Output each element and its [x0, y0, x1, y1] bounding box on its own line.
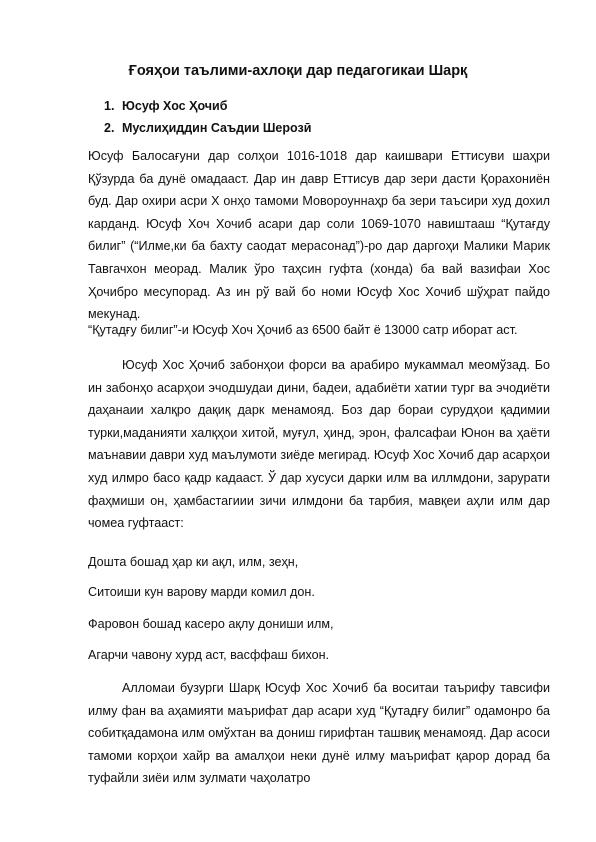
- topic-list-item: [104, 95, 311, 117]
- topic-text: Юсуф Хос Ҳочиб: [122, 99, 228, 113]
- paragraph-biography: [88, 145, 550, 326]
- verse-text: Дошта бошад ҳар ки ақл, илм, зеҳн,: [88, 555, 299, 569]
- paragraph-languages: [88, 354, 550, 535]
- verse-text: Фаровон бошад касеро ақлу дониши илм,: [88, 617, 334, 631]
- document-title: Ғояҳои таълими-ахлоқи дар педагогикаи Шарқ: [128, 63, 468, 79]
- paragraph-scholar: [88, 677, 550, 790]
- paragraph-text: Юсуф Хос Ҳочиб забонҳои форси ва арабиро мукаммал меомўзад. Бо ин забонҳо асарҳои эчодшудаи дини, бадеи, адабиёти хатии тург ва эчодиёти даҳанаии халқро дақиқ дарк менамояд. Боз дар бораи сурудҳои қадимии турки,маданияти халқҳои хитой, муғул, ҳинд, эрон, фалсафаи Юнон ва ҳаёти маънавии даври худ маълумоти зиёде мегирад. Юсуф Хос Хочиб дар асарҳои худ илмро басо қадр кадааст. Ў дар хусуси дарки илм ва иллмдони, зарурати фаҳмиши он, ҳамбастагиии зичи илмдони ба тарбия, мавқеи аҳли илм дар чомеа гуфтааст:: [88, 358, 550, 531]
- paragraph-text: Юсуф Балосағуни дар солҳои 1016-1018 дар каишвари Еттисуви шаҳри Қўзурда ба дунё омадааст. Дар ин давр Еттисув дар зери дасти Қорахониён буд. Дар охири асри X онҳо тамоми Мовороуннаҳр ба зери таъсири худ дохил карданд. Юсуф Хоч Хочиб асари дар соли 1069-1070 навиштааш “Қутағду билиг” (“Илме,ки ба бахту саодат мерасонад”)-ро дар даргоҳи Малики Марик Тавгачхон меорад. Малик ўро таҳсин гуфта (хонда) ба вай вазифаи Хос Ҳочибро месупорад. Аз ин рў вай бо номи Юсуф Хос Хочиб шўҳрат пайдо мекунад.: [88, 149, 550, 322]
- paragraph-text: Алломаи бузурги Шарқ Юсуф Хос Хочиб ба воситаи таърифу тавсифи илму фан ва аҳамияти маърифат дар асари худ “Қутадғу билиг” одамонро ба собитқадамона илм омўхтан ва дониш гирифтан ташвиқ менамояд. Дар асоси тамоми корҳои хайр ва амалҳои неки дунё илму маърифат қарор дорад ба туфайли зиёи илм зулмати чаҳолатро: [88, 681, 550, 786]
- verse-line: [88, 613, 550, 636]
- verse-text: Ситоиши кун варову марди комил дон.: [88, 585, 315, 599]
- paragraph-text: “Қутадғу билиг”-и Юсуф Хоч Ҳочиб аз 6500 байт ё 13000 сатр иборат аст.: [88, 323, 518, 337]
- paragraph-book-size: [88, 319, 550, 342]
- topic-text: Муслиҳиддин Саъдии Шерозӣ: [122, 121, 312, 135]
- topic-number: 2.: [104, 121, 115, 135]
- topic-list-item: [104, 117, 311, 139]
- verse-text: Агарчи чавону хурд аст, васффаш бихон.: [88, 648, 330, 662]
- topic-list: [104, 95, 311, 139]
- topic-number: 1.: [104, 99, 115, 113]
- verse-line: [88, 551, 550, 574]
- verse-line: [88, 581, 550, 604]
- verse-line: [88, 644, 550, 667]
